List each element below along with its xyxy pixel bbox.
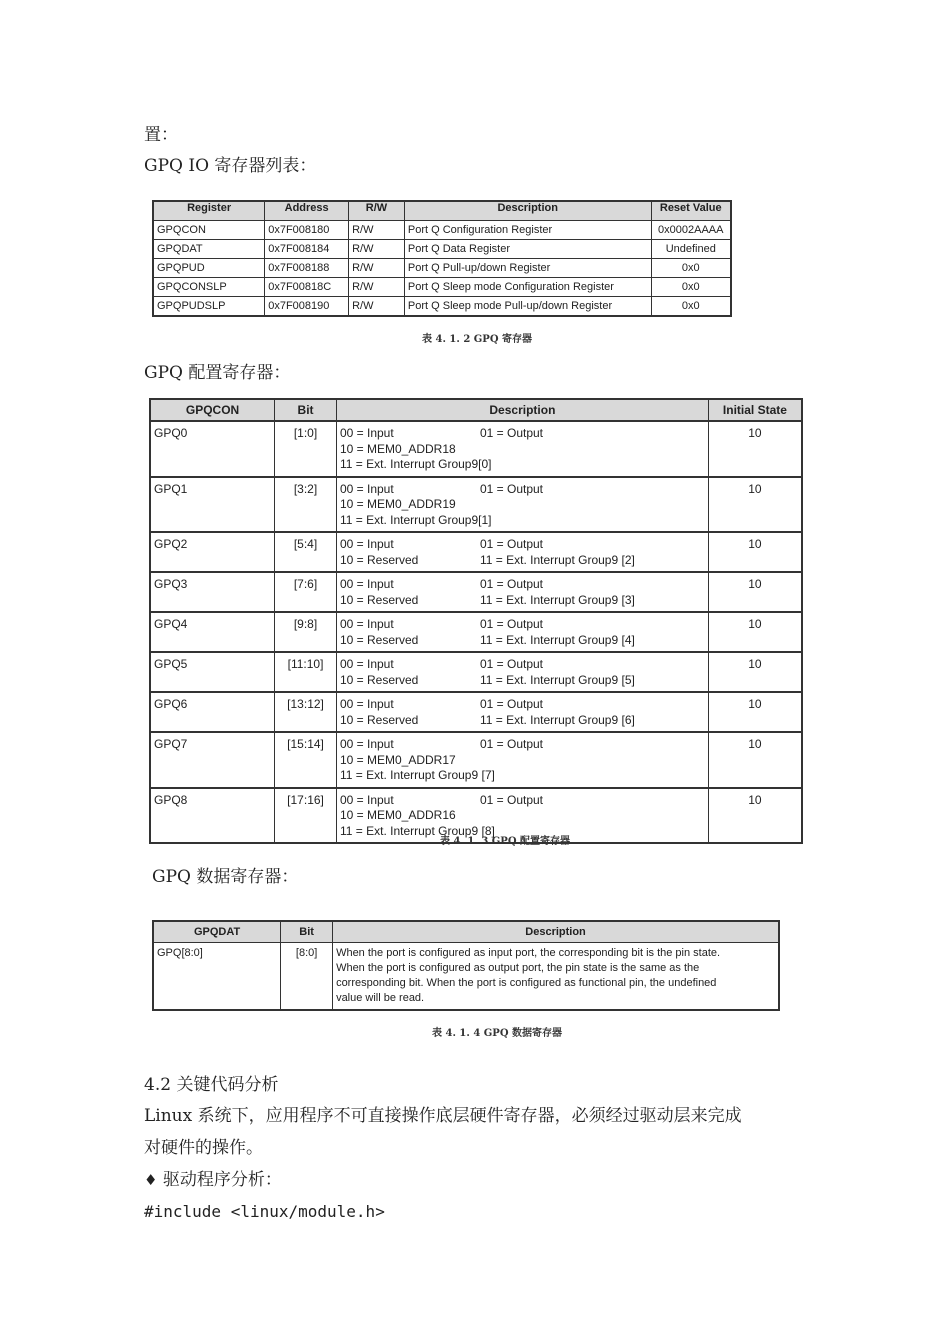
table-row	[153, 943, 779, 1011]
table-row	[153, 278, 731, 297]
table-cell: Port Q Pull-up/down Register	[404, 259, 651, 278]
pin-name: GPQ8	[150, 788, 275, 844]
gpqcon-config-table	[149, 398, 803, 844]
pin-name: GPQ[8:0]	[153, 943, 281, 1011]
description-line: When the port is configured as output port, the pin state is the same as the	[336, 962, 700, 974]
table-cell: 0x0	[651, 278, 731, 297]
bit-range: [13:12]	[275, 692, 337, 732]
option-01: 01 = Output	[479, 577, 544, 591]
bit-range: [3:2]	[275, 477, 337, 533]
pin-name: GPQ3	[150, 572, 275, 612]
bullet-label: 驱动程序分析：	[162, 1170, 282, 1190]
bit-range: [17:16]	[275, 788, 337, 844]
option-00: 00 = Input	[339, 697, 394, 711]
table-cell: R/W	[349, 259, 405, 278]
bit-range: [5:4]	[275, 532, 337, 572]
table-cell: R/W	[349, 297, 405, 317]
gpq-register-table	[152, 200, 732, 317]
description-line: When the port is configured as input port, the corresponding bit is the pin state.	[336, 947, 721, 959]
column-header: GPQDAT	[153, 921, 281, 943]
description-cell	[336, 532, 708, 572]
table-row	[150, 421, 802, 477]
table-cell: 0x7F008184	[265, 240, 349, 259]
initial-state: 10	[708, 421, 802, 477]
option-10: 10 = Reserved	[339, 712, 419, 727]
table-cell: 0x0	[651, 259, 731, 278]
description-cell	[333, 943, 779, 1011]
option-10: 10 = Reserved	[339, 672, 419, 687]
column-header: GPQCON	[150, 399, 275, 421]
option-01: 01 = Output	[479, 481, 544, 496]
column-header: Register	[153, 201, 265, 221]
bit-range: [11:10]	[275, 652, 337, 692]
table-cell: R/W	[349, 240, 405, 259]
pin-name: GPQ2	[150, 532, 275, 572]
column-header: Address	[265, 201, 349, 221]
initial-state: 10	[708, 477, 802, 533]
description-cell	[336, 612, 708, 652]
pin-name: GPQ1	[150, 477, 275, 533]
option-10: 10 = Reserved	[339, 632, 419, 647]
option-10: 10 = Reserved	[339, 552, 419, 567]
paragraph-line: 对硬件的操作。	[144, 1138, 263, 1158]
column-header: Description	[336, 399, 708, 421]
option-00: 00 = Input	[339, 657, 394, 671]
option-11: 11 = Ext. Interrupt Group9 [3]	[479, 592, 635, 607]
description-cell	[336, 421, 708, 477]
column-header: R/W	[349, 201, 405, 221]
pin-name: GPQ6	[150, 692, 275, 732]
table-cell: GPQPUD	[153, 259, 265, 278]
option-00: 00 = Input	[339, 537, 394, 551]
table-cell: GPQCONSLP	[153, 278, 265, 297]
option-10: 10 = MEM0_ADDR19	[339, 497, 456, 511]
description-cell	[336, 692, 708, 732]
option-01: 01 = Output	[479, 537, 544, 551]
pin-name: GPQ0	[150, 421, 275, 477]
section-heading: 4.2 关键代码分析	[144, 1075, 279, 1095]
table-header-row	[153, 921, 779, 943]
description-line: corresponding bit. When the port is configured as functional pin, the undefined	[336, 977, 717, 989]
option-00: 00 = Input	[339, 481, 394, 496]
option-01: 01 = Output	[479, 657, 544, 671]
table-cell: 0x7F00818C	[265, 278, 349, 297]
initial-state: 10	[708, 612, 802, 652]
initial-state: 10	[708, 732, 802, 788]
table-cell: Port Q Sleep mode Pull-up/down Register	[404, 297, 651, 317]
option-00: 00 = Input	[339, 426, 394, 440]
bit-range: [7:6]	[275, 572, 337, 612]
table-header-row	[153, 201, 731, 221]
table-caption: 表 4. 1. 4 GPQ 数据寄存器	[432, 1028, 563, 1039]
table-row	[153, 297, 731, 317]
table-row	[150, 477, 802, 533]
column-header: Initial State	[708, 399, 802, 421]
option-00: 00 = Input	[339, 792, 394, 807]
table-cell: GPQDAT	[153, 240, 265, 259]
initial-state: 10	[708, 652, 802, 692]
option-11: 11 = Ext. Interrupt Group9 [7]	[339, 768, 495, 782]
option-11: 11 = Ext. Interrupt Group9 [4]	[479, 632, 635, 647]
gpqdat-table	[152, 920, 780, 1011]
table-caption: 表 4. 1. 2 GPQ 寄存器	[422, 334, 533, 345]
table-header-row	[150, 399, 802, 421]
column-header: Description	[404, 201, 651, 221]
option-10: 10 = MEM0_ADDR18	[339, 441, 456, 456]
option-10: 10 = Reserved	[339, 592, 419, 607]
pin-name: GPQ5	[150, 652, 275, 692]
table-cell: R/W	[349, 221, 405, 240]
table-row	[150, 692, 802, 732]
table-row	[150, 572, 802, 612]
option-01: 01 = Output	[479, 737, 544, 751]
bit-range: [8:0]	[281, 943, 333, 1011]
option-11: 11 = Ext. Interrupt Group9 [6]	[479, 712, 635, 727]
option-10: 10 = MEM0_ADDR16	[339, 808, 456, 822]
table-row	[150, 732, 802, 788]
initial-state: 10	[708, 788, 802, 844]
code-line: #include <linux/module.h>	[144, 1202, 385, 1221]
heading-gpq-io-register-list: GPQ IO 寄存器列表：	[144, 156, 317, 176]
option-11: 11 = Ext. Interrupt Group9 [2]	[479, 552, 635, 567]
table-cell: 0x7F008190	[265, 297, 349, 317]
bullet-item	[144, 1169, 282, 1191]
description-cell	[336, 572, 708, 612]
initial-state: 10	[708, 532, 802, 572]
bit-range: [9:8]	[275, 612, 337, 652]
table-caption: 表 4. 1. 3 GPQ 配置寄存器	[440, 836, 571, 847]
option-10: 10 = MEM0_ADDR17	[339, 752, 456, 767]
description-cell	[336, 732, 708, 788]
table-cell: GPQPUDSLP	[153, 297, 265, 317]
table-cell: 0x0	[651, 297, 731, 317]
table-row	[150, 612, 802, 652]
paragraph-line: Linux 系统下，应用程序不可直接操作底层硬件寄存器，必须经过驱动层来完成	[144, 1106, 742, 1126]
pin-name: GPQ4	[150, 612, 275, 652]
table-cell: Port Q Configuration Register	[404, 221, 651, 240]
option-01: 01 = Output	[479, 617, 544, 631]
table-cell: GPQCON	[153, 221, 265, 240]
option-11: 11 = Ext. Interrupt Group9 [5]	[479, 672, 635, 687]
description-cell	[336, 477, 708, 533]
diamond-bullet-icon: ♦	[144, 1171, 158, 1189]
table-cell: 0x0002AAAA	[651, 221, 731, 240]
table-cell: Port Q Sleep mode Configuration Register	[404, 278, 651, 297]
option-00: 00 = Input	[339, 617, 394, 631]
option-11: 11 = Ext. Interrupt Group9[0]	[339, 457, 492, 471]
table-cell: 0x7F008180	[265, 221, 349, 240]
pin-name: GPQ7	[150, 732, 275, 788]
description-cell	[336, 652, 708, 692]
description-line: value will be read.	[336, 992, 425, 1004]
option-00: 00 = Input	[339, 577, 394, 591]
table-cell: Undefined	[651, 240, 731, 259]
option-11: 11 = Ext. Interrupt Group9 [8]	[339, 823, 495, 838]
column-header: Bit	[275, 399, 337, 421]
initial-state: 10	[708, 692, 802, 732]
column-header: Reset Value	[651, 201, 731, 221]
option-00: 00 = Input	[339, 737, 394, 751]
table-row	[153, 259, 731, 278]
table-cell: R/W	[349, 278, 405, 297]
table-row	[153, 240, 731, 259]
option-01: 01 = Output	[479, 792, 544, 807]
heading-gpq-config-register: GPQ 配置寄存器：	[144, 363, 291, 383]
table-cell: 0x7F008188	[265, 259, 349, 278]
column-header: Description	[333, 921, 779, 943]
bit-range: [15:14]	[275, 732, 337, 788]
table-row	[150, 532, 802, 572]
option-11: 11 = Ext. Interrupt Group9[1]	[339, 512, 492, 527]
table-row	[153, 221, 731, 240]
heading-gpq-data-register: GPQ 数据寄存器：	[152, 867, 299, 887]
option-01: 01 = Output	[479, 697, 544, 711]
bit-range: [1:0]	[275, 421, 337, 477]
table-row	[150, 652, 802, 692]
option-01: 01 = Output	[479, 426, 544, 440]
text-line-continuation: 置：	[144, 125, 178, 145]
initial-state: 10	[708, 572, 802, 612]
table-cell: Port Q Data Register	[404, 240, 651, 259]
column-header: Bit	[281, 921, 333, 943]
